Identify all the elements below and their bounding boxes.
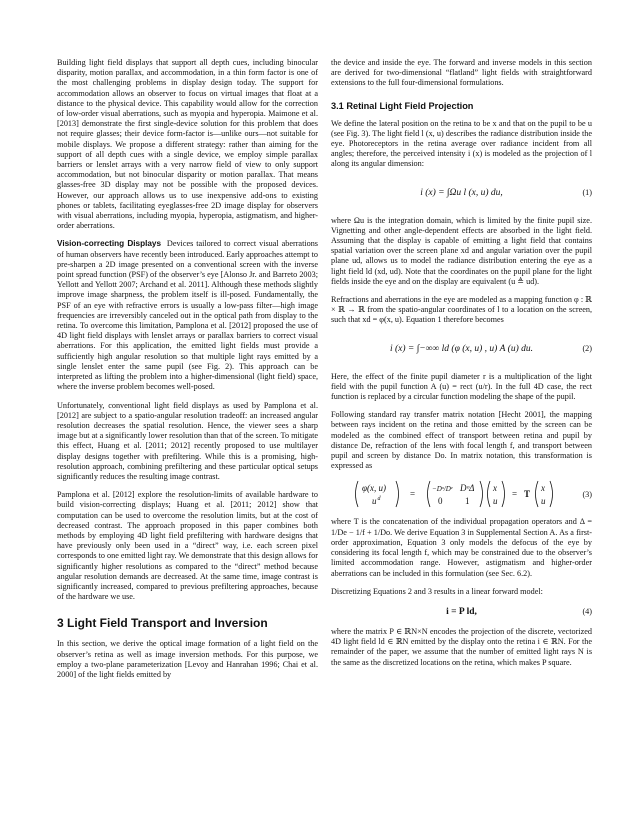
paragraph: where Ωu is the integration domain, which is limited by the finite pupil size. Vignetting and other angle-dependent effects are absorbed in the light field. Assuming that the display is capable of emitting a light field that contains spatial variation over the screen plane xd and angular variation over the pupil plane ud, allows us to model the radiance distribution entering the eye as a light field ld (xd, ud). Note that the coordinates on the pupil plane for the light fields inside the eye and on the display are equivalent (u ≜ ud).	[331, 215, 592, 286]
equation-2	[331, 334, 592, 364]
paragraph: We define the lateral position on the retina to be x and that on the pupil to be u (see Fig. 3). The light field l (x, u) describes the radiance distribution inside the eye. Photoreceptors in the retina average over radiance incident from all angles; therefore, the perceived intensity i (x) is modeled as the projection of l along its angular dimension:	[331, 118, 592, 169]
svg-text:1: 1	[464, 496, 469, 507]
section-heading: 3 Light Field Transport and Inversion	[57, 616, 268, 631]
svg-text:x: x	[492, 483, 497, 494]
svg-text:−Dᵒ/Dᵉ: −Dᵒ/Dᵉ	[431, 485, 453, 494]
equation-number: (1)	[582, 188, 592, 198]
equation-1-body: i (x) = ∫Ωu l (x, u) du,	[420, 187, 503, 198]
paragraph-vision-correcting	[57, 239, 318, 392]
equation-2-body: i (x) = ∫−∞∞ ld (φ (x, u) , u) A (u) du.	[389, 343, 533, 354]
paragraph: Pamplona et al. [2012] explore the resolution-limits of available hardware to build vision-correcting displays; Huang et al. [2011; 2012] show that computation can be used to overcome the resolution limits, but at the cost of decreased contrast. The approach proposed in this paper combines both methods by employing 4D light field prefiltering with hardware designs that have previously only been used in a “direct” way, i.e. each screen pixel corresponds to one emitted light ray. We demonstrate that this design allows for significantly higher resolutions as compared to the “direct” method because angular resolution demands are decreased. At the same time, image contrast is significantly increased, compared to previous prefiltering approaches, because of the hardware we use.	[57, 490, 318, 602]
paragraph: Building light field displays that support all depth cues, including binocular disparity, motion parallax, and accommodation, in a thin form factor is one of the most challenging problems in display design today. The support for accommodation allows an observer to focus on virtual images that float at a distance to the physical device. This capability would allow for the correction of low-order visual aberrations, such as myopia and hyperopia. Maimone et al. [2013] demonstrate the first single-device solution for this problem that does not require glasses; their device form-factor is—unlike ours—not suitable for mobile displays. We propose a different strategy: rather than aiming for the support of all depth cues with a single device, we employ simple parallax barriers or lenslet arrays with a very narrow field of view to only support accommodation, but not binocular disparity or motion parallax. That means glasses-free 3D display may not be possible with the proposed devices. However, our approach allows us to use inexpensive add-ons to existing phones or tablets, facilitating eyeglasses-free 2D image display for observers with visual aberrations, including myopia, hyperopia, astigmatism, and higher-order aberrations.	[57, 58, 318, 231]
paragraph: Discretizing Equations 2 and 3 results in a linear forward model:	[331, 586, 543, 596]
paragraph-body: Devices tailored to correct visual aberrations of human observers have recently been introduced. Early approaches attempt to pre-sharpen a 2D image presented on a conventional screen with the inverse point spread function (PSF) of the observer’s eye [Alonso Jr. and Barreto 2003; Yellott and Yellott 2007; Archand et al. 2011]. Although these methods slightly improve image sharpness, the problem itself is ill-posed. Fundamentally, the PSF of an eye with refractive errors is usually a low-pass filter—high image frequencies are irreversibly canceled out in the optical path from display to the retina. To overcome this limitation, Pamplona et al. [2012] proposed the use of 4D light field displays with lenslet arrays or parallax barriers to correct visual aberrations. For this application, the emitted light fields must provide a sufficiently high angular resolution so that multiple light rays emitted by a single lenslet enter the same pupil (see Fig. 2). This approach can be interpreted as lifting the problem into a higher-dimensional (light field) space, where the inverse problem becomes well-posed.	[57, 239, 318, 392]
svg-text:x: x	[540, 483, 545, 494]
right-column	[331, 58, 592, 676]
svg-text:=: =	[511, 489, 517, 500]
paragraph: Here, the effect of the finite pupil diameter r is a multiplication of the light field with the pupil function A (u) = rect (u/r). In the full 4D case, the rect function is replaced by a circular function modeling the shape of the pupil.	[331, 371, 592, 402]
equation-1	[331, 178, 592, 208]
paragraph: In this section, we derive the optical image formation of a light field on the observer’s retina as well as image inversion methods. For this purpose, we employ a two-plane parameterization [Levoy and Hanrahan 1996; Chai et al. 2000] of the light fields emitted by	[57, 639, 318, 679]
equation-number: (2)	[582, 344, 592, 354]
equation-number: (3)	[582, 489, 592, 499]
svg-text:T: T	[523, 489, 530, 500]
equation-number: (4)	[582, 607, 592, 617]
equation-3	[331, 479, 592, 509]
svg-text:u: u	[540, 496, 545, 507]
left-column	[57, 58, 318, 688]
paragraph: Refractions and aberrations in the eye are modeled as a mapping function φ : ℝ × ℝ → ℝ from the spatio-angular coordinates of l to a location on the screen, such that xd = φ(x, u). Equation 1 therefore becomes	[331, 295, 592, 325]
matrix-equation	[352, 479, 572, 509]
svg-text:=: =	[409, 489, 415, 500]
paragraph: where the matrix P ∈ ℝN×N encodes the projection of the discrete, vectorized 4D light field ld ∈ ℝN emitted by the display onto the retina i ∈ ℝN. For the remainder of the paper, we assume that the number of emitted light rays N is the same as the discretized locations on the retina, which makes P square.	[331, 626, 592, 667]
svg-text:u: u	[492, 496, 497, 507]
svg-text:u: u	[371, 496, 376, 507]
svg-text:d: d	[377, 496, 380, 503]
paragraph: the device and inside the eye. The forward and inverse models in this section are derived for two-dimensional “flatland” light fields with straightforward extensions to the full four-dimensional formulations.	[331, 58, 592, 88]
svg-text:φ(x, u): φ(x, u)	[361, 483, 386, 494]
svg-text:0: 0	[437, 496, 442, 507]
paragraph: where T is the concatenation of the individual propagation operators and Δ = 1/De − 1/f + 1/Do. We derive Equation 3 in Supplemental Section A. As a first-order approximation, Equation 3 only models the defocus of the eye by considering its focal length f, which may be constrained due to the observer’s limited accommodation range. However, astigmatism and higher-order aberrations can be included in this formulation (see Sec. 6.2).	[331, 517, 592, 578]
equation-4	[331, 605, 592, 619]
paragraph: Unfortunately, conventional light field displays as used by Pamplona et al. [2012] are subject to a spatio-angular resolution tradeoff: an increased angular resolution decreases the spatial resolution. Hence, the viewer sees a sharp image but at a significantly lower resolution than that of the screen. To mitigate this effect, Huang et al. [2011; 2012] recently proposed to use multilayer display designs together with prefiltering. While this is a promising, high-resolution approach, combining prefiltering and these particular optical setups significantly reduces the resulting image contrast.	[57, 400, 318, 481]
svg-text:DᵒΔ: DᵒΔ	[459, 483, 474, 494]
subsection-heading: 3.1 Retinal Light Field Projection	[331, 100, 474, 111]
run-in-heading: Vision-correcting Displays	[57, 239, 162, 249]
equation-4-body: i = P ld,	[446, 606, 477, 617]
paragraph: Following standard ray transfer matrix notation [Hecht 2001], the mapping between rays incident on the retina and those emitted by the screen can be modeled as the combined effect of transport between retina and pupil by distance De, refraction of the lens with focal length f, and transport between pupil and screen by distance Do. In matrix notation, this transformation is expressed as	[331, 410, 592, 471]
